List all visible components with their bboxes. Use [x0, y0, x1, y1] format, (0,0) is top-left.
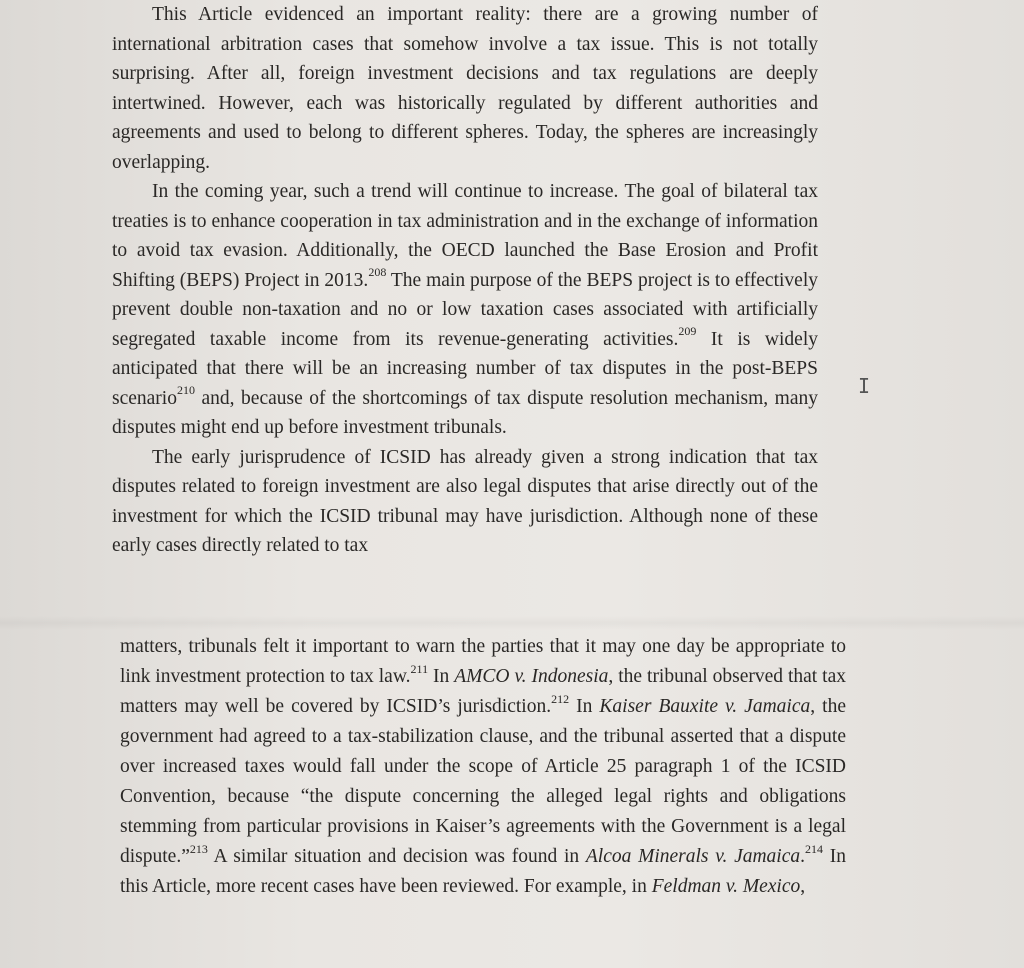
footnote-ref-210[interactable]: 210 — [176, 383, 195, 397]
paragraph-4-text-b: In — [428, 666, 455, 687]
document-page-upper — [112, 0, 818, 561]
paragraph-2 — [112, 177, 818, 443]
footnote-ref-208[interactable]: 208 — [368, 265, 387, 279]
text-cursor-icon: I — [858, 374, 871, 398]
paragraph-1-text: This Article evidenced an important reality: there are a growing number of international arbitration cases that somehow involve a tax issue. This is not totally surprising. After all, foreign investment decisions and tax regulations are deeply intertwined. However, each was historically regulated by different authorities and agreements and used to belong to different spheres. Today, the spheres are increasingly overlapping. — [112, 4, 818, 173]
page-gap — [0, 616, 1024, 630]
paragraph-2-text-b: The main purpose of the BEPS project is to effectively prevent double non-taxation and no or low taxation cases associated with artificially segregated taxable income from its revenue-generating activities. — [112, 269, 818, 350]
paragraph-4-text-f: A similar situation and decision was found in — [207, 846, 586, 867]
paragraph-4-text-d: In — [569, 696, 600, 717]
paragraph-4-text-c: , the tribunal observed that tax matters may well be covered by ICSID’s jurisdiction. — [120, 666, 847, 717]
case-name-kaiser: Kaiser Bauxite v. Jamaica — [599, 696, 811, 717]
footnote-ref-211[interactable]: 211 — [410, 661, 429, 676]
paragraph-4-text-i: , — [800, 876, 806, 897]
footnote-ref-214[interactable]: 214 — [805, 841, 823, 856]
paragraph-1 — [112, 0, 818, 177]
footnote-ref-209[interactable]: 209 — [678, 324, 697, 338]
case-name-amco: AMCO v. Indonesia — [454, 666, 609, 687]
paragraph-4 — [120, 632, 846, 902]
paragraph-4-text-a: matters, tribunals felt it important to warn the parties that it may one day be appropriate to link investment protection to tax law. — [120, 636, 846, 687]
paragraph-2-text-a: In the coming year, such a trend will continue to increase. The goal of bilateral tax treaties is to enhance cooperation in tax administration and in the exchange of information to avoid tax evasion. Additionally, the OECD launched the Base Erosion and Profit Shifting (BEPS) Project in 2013. — [112, 181, 818, 291]
paragraph-3-text: The early jurisprudence of ICSID has already given a strong indication that tax disputes related to foreign investment are also legal disputes that arise directly out of the investment for which the ICSID tribunal may have jurisdiction. Although none of these early cases directly related to tax — [112, 446, 818, 556]
footnote-ref-213[interactable]: 213 — [189, 841, 208, 856]
case-name-alcoa: Alcoa Minerals v. Jamaica — [585, 846, 801, 867]
paragraph-4-text-g: . — [800, 846, 805, 867]
paragraph-2-text-c: It is widely anticipated that there will be an increasing number of tax disputes in the post-BEPS scenario — [112, 328, 818, 409]
paragraph-4-text-e: , the government had agreed to a tax-stabilization clause, and the tribunal asserted that a dispute over increased taxes would fall under the scope of Article 25 paragraph 1 of the ICSID Convention, because “the dispute concerning the alleged legal rights and obligations stemming from particular provisions in Kaiser’s agreements with the Government is a legal dispute.” — [120, 696, 846, 867]
paragraph-2-text-d: and, because of the shortcomings of tax dispute resolution mechanism, many disputes might end up before investment tribunals. — [112, 387, 818, 438]
paragraph-4-text-h: In this Article, more recent cases have been reviewed. For example, in — [120, 846, 846, 897]
paragraph-3 — [112, 443, 818, 561]
footnote-ref-212[interactable]: 212 — [551, 691, 570, 706]
document-page-lower — [120, 632, 846, 902]
case-name-feldman: Feldman v. Mexico — [651, 876, 801, 897]
